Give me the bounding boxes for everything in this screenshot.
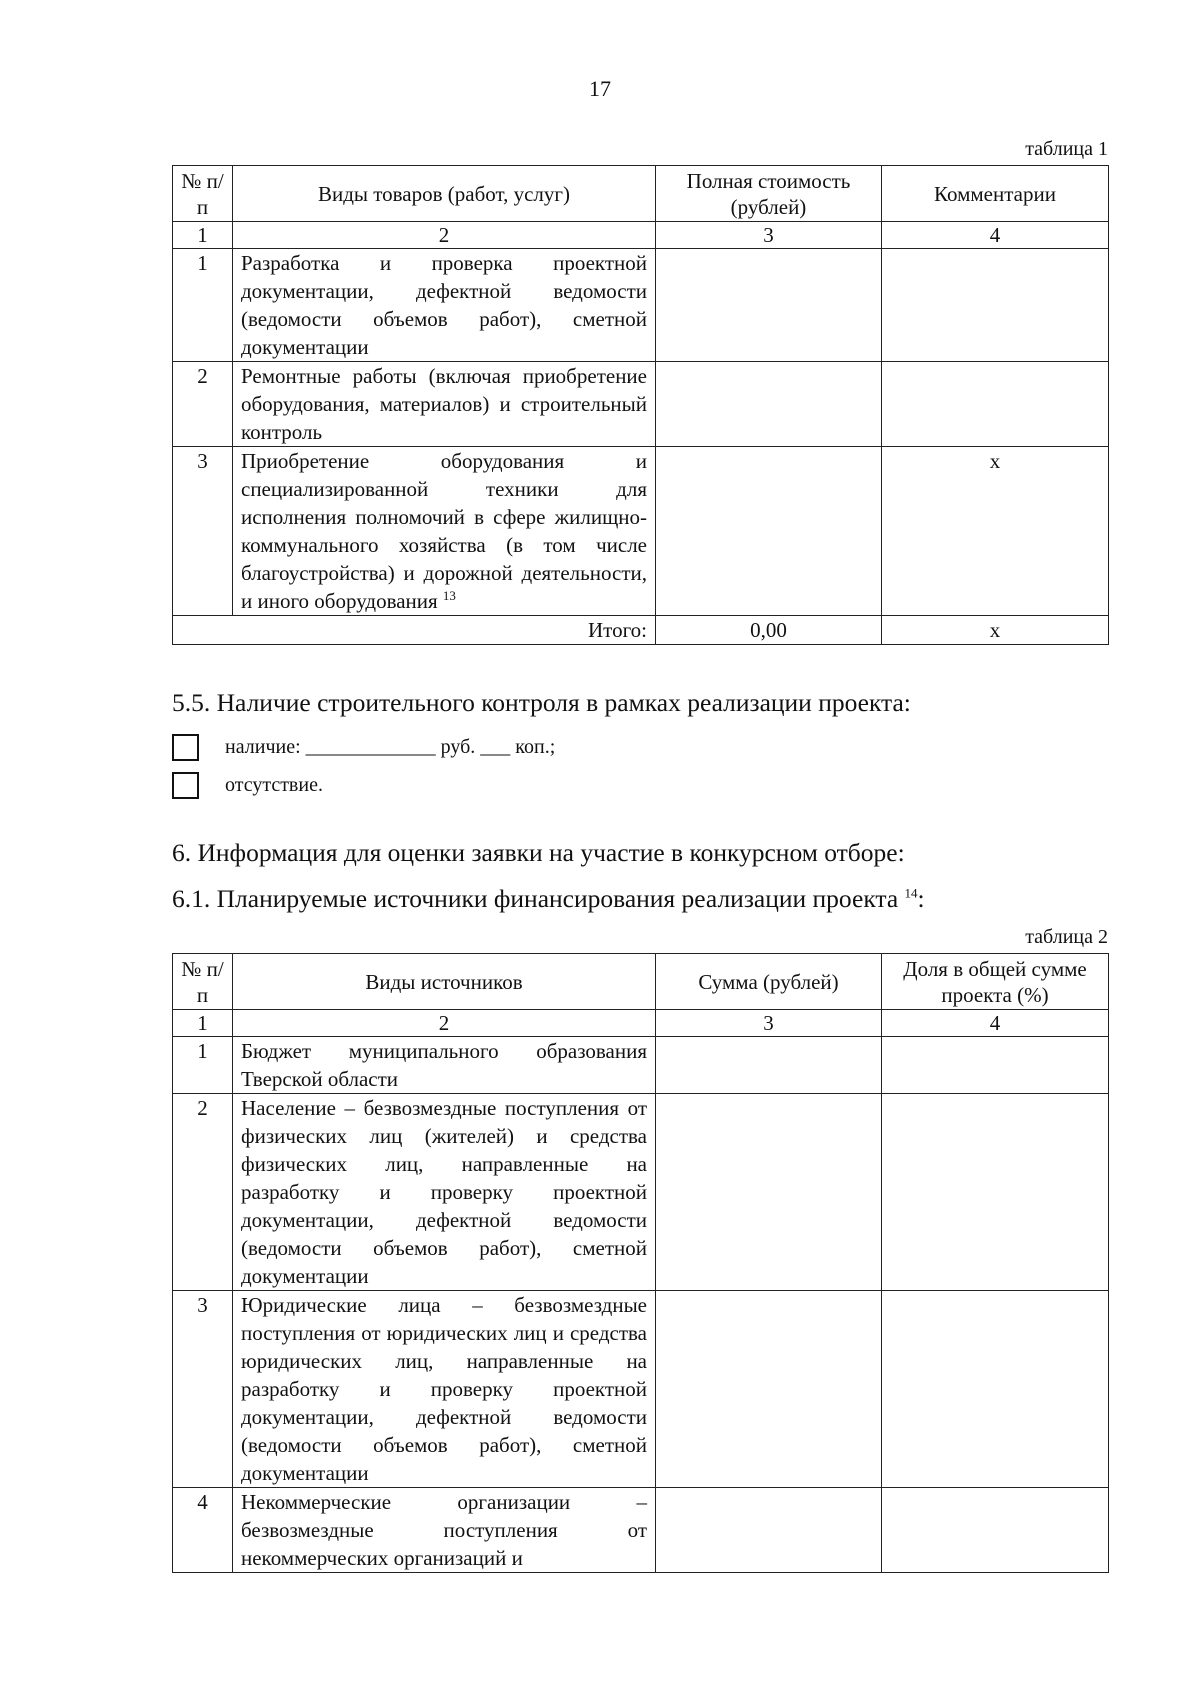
section-6-1-colon: : [917,884,925,913]
row-share [882,1291,1109,1488]
row-sum [656,1488,882,1573]
header-full-cost: Полная стоимость (рублей) [656,166,882,222]
row-description: Ремонтные работы (включая приобретение оборудования, материалов) и строительный контроль [233,362,656,447]
col-index: 1 [173,222,233,249]
table-1-index-row [173,222,1109,249]
row-number: 1 [173,249,233,362]
row-cost [656,362,882,447]
table-1-header-row [173,166,1109,222]
table-2 [172,953,1109,1573]
col-index: 2 [233,222,656,249]
row-comment: х [882,447,1109,616]
row-number: 1 [173,1037,233,1094]
row-description: Бюджет муниципального образования Тверской области [233,1037,656,1094]
page-number: 17 [589,76,611,101]
header-comments: Комментарии [882,166,1109,222]
col-index: 2 [233,1010,656,1037]
col-index: 4 [882,1010,1109,1037]
table-2-header-row [173,954,1109,1010]
row-description: Некоммерческие организации – безвозмездные поступления от некоммерческих организаций и [233,1488,656,1573]
total-label: Итого: [173,616,656,645]
row-share [882,1488,1109,1573]
section-5-5-title: 5.5. Наличие строительного контроля в рамках реализации проекта: [172,688,911,717]
row-number: 2 [173,362,233,447]
header-num: № п/п [173,166,233,222]
table-row [173,1291,1109,1488]
row-number: 3 [173,447,233,616]
header-goods-type: Виды товаров (работ, услуг) [233,166,656,222]
row-number: 3 [173,1291,233,1488]
option-presence-label: наличие: _____________ руб. ___ коп.; [225,735,556,758]
row-sum [656,1094,882,1291]
col-index: 1 [173,1010,233,1037]
absence-checkbox[interactable] [172,772,199,799]
footnote-ref: 13 [442,588,456,603]
row-sum [656,1037,882,1094]
row-share [882,1037,1109,1094]
header-share: Доля в общей сумме проекта (%) [882,954,1109,1010]
row-number: 4 [173,1488,233,1573]
table-1 [172,165,1109,645]
section-6-1-title [172,884,925,914]
table-row [173,249,1109,362]
table-row [173,1488,1109,1573]
table-row [173,1037,1109,1094]
header-sum: Сумма (рублей) [656,954,882,1010]
row-description [233,447,656,616]
table-row [173,1094,1109,1291]
section-6-1-text: 6.1. Планируемые источники финансирования реализации проекта [172,884,899,913]
row-cost [656,447,882,616]
row-cost [656,249,882,362]
option-presence [172,731,555,763]
footnote-ref: 14 [904,885,918,901]
header-source-type: Виды источников [233,954,656,1010]
option-absence-label: отсутствие. [225,773,323,796]
row-sum [656,1291,882,1488]
row-description: Население – безвозмездные поступления от физических лиц (жителей) и средства физических лиц, направленные на разработку и проверку проектной документации, дефектной ведомости (ведомости объемов работ), сметной документации [233,1094,656,1291]
col-index: 3 [656,1010,882,1037]
col-index: 4 [882,222,1109,249]
section-6-title: 6. Информация для оценки заявки на участие в конкурсном отборе: [172,838,905,867]
option-absence [172,769,323,801]
row-comment [882,362,1109,447]
table-2-label: таблица 2 [1025,926,1108,948]
presence-checkbox[interactable] [172,734,199,761]
total-cost: 0,00 [656,616,882,645]
row-comment [882,249,1109,362]
table-1-total-row [173,616,1109,645]
table-row [173,447,1109,616]
header-num: № п/п [173,954,233,1010]
row-description: Разработка и проверка проектной документации, дефектной ведомости (ведомости объемов работ), сметной документации [233,249,656,362]
table-1-label: таблица 1 [1025,138,1108,160]
row-description-text: Приобретение оборудования и специализированной техники для исполнения полномочий в сфере жилищно-коммунального хозяйства (в том числе благоустройства) и дорожной деятельности, и иного оборудования [241,449,647,613]
table-row [173,362,1109,447]
row-number: 2 [173,1094,233,1291]
total-comment: х [882,616,1109,645]
col-index: 3 [656,222,882,249]
table-2-index-row [173,1010,1109,1037]
row-description: Юридические лица – безвозмездные поступления от юридических лиц и средства юридических лиц, направленные на разработку и проверку проектной документации, дефектной ведомости (ведомости объемов работ), сметной документации [233,1291,656,1488]
row-share [882,1094,1109,1291]
